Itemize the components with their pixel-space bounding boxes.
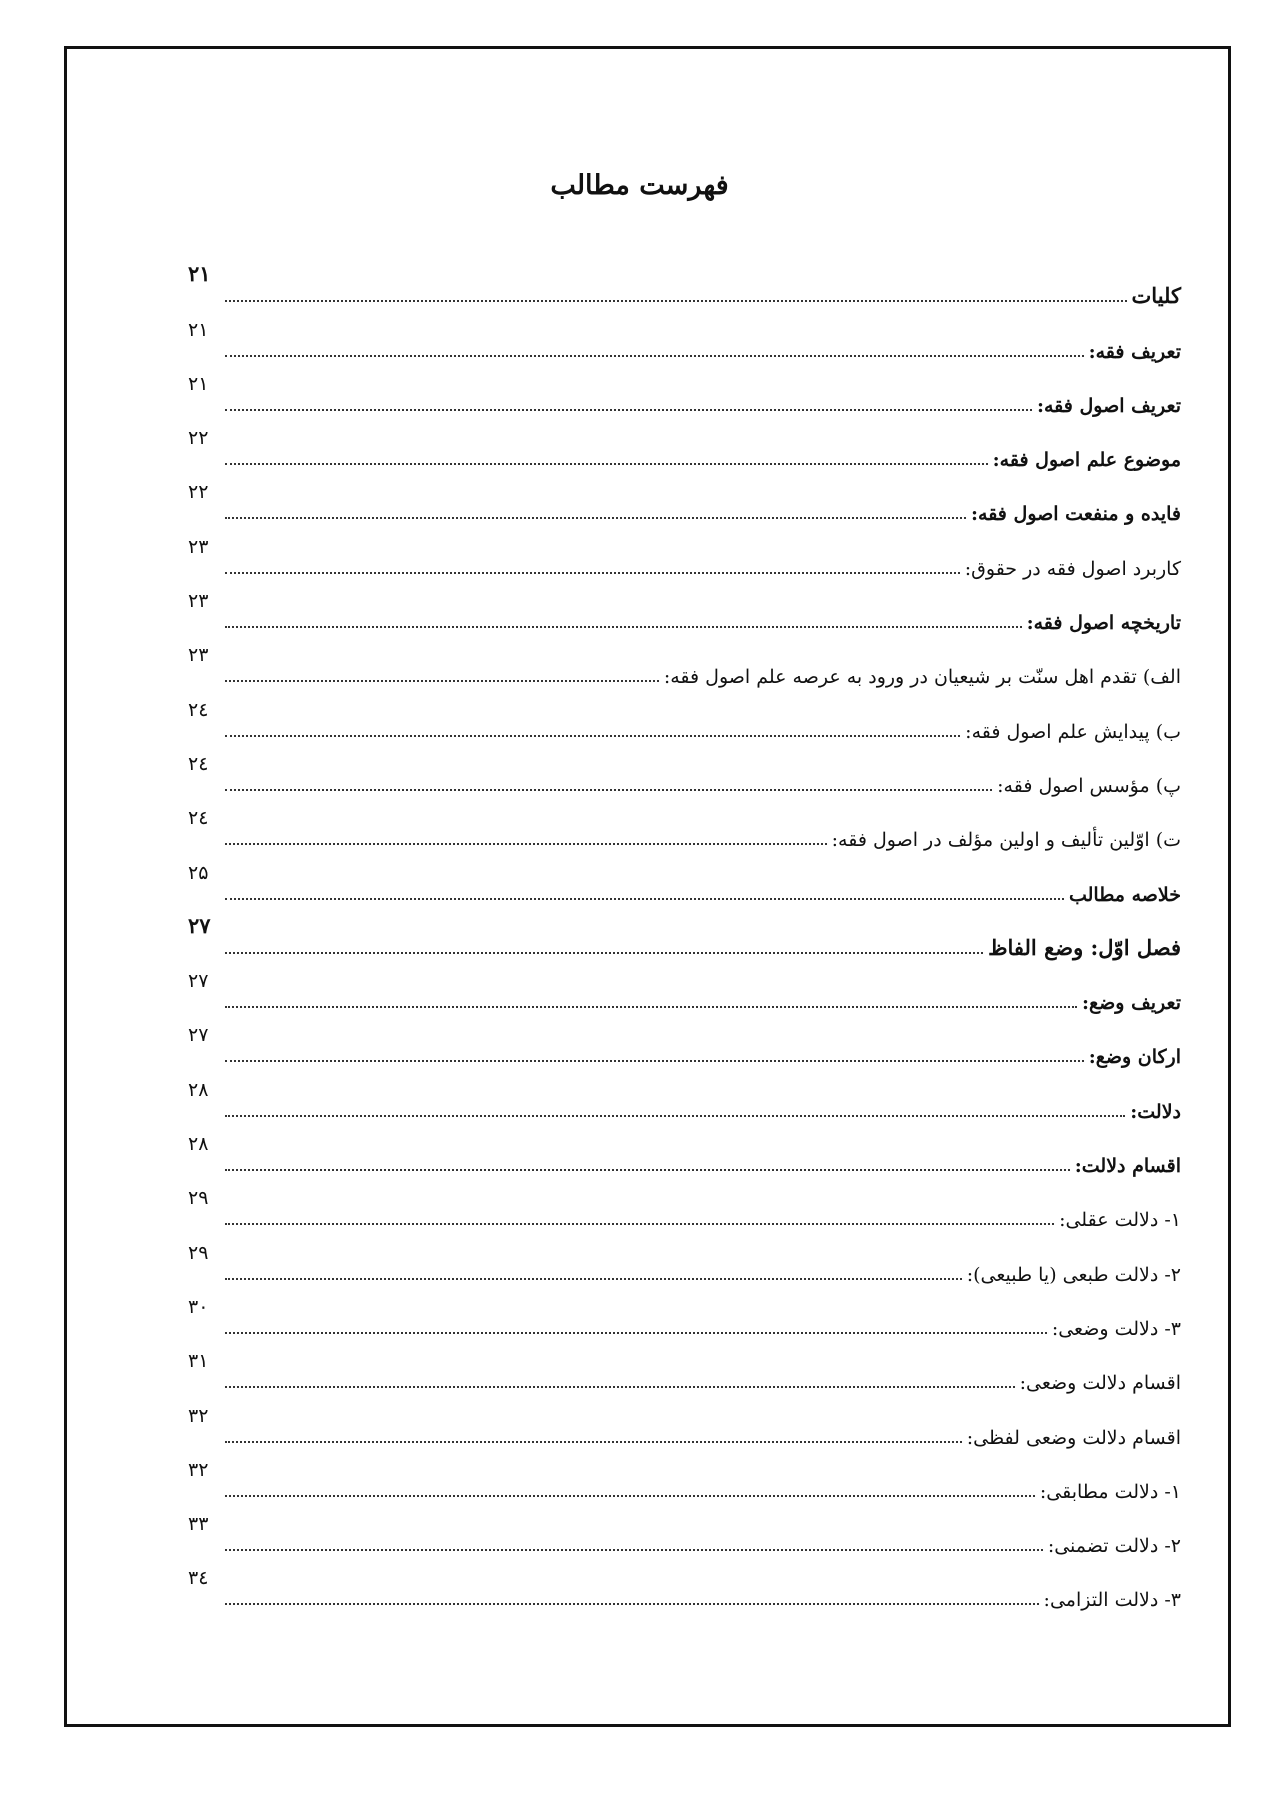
toc-entry[interactable]	[188, 1177, 1181, 1231]
toc-entry-page-number: ۲۷	[188, 1024, 209, 1047]
toc-entry[interactable]	[188, 1123, 1181, 1177]
dot-leader	[225, 1006, 1077, 1008]
toc-entry-page-number: ۳۱	[188, 1350, 209, 1373]
dot-leader	[225, 572, 960, 574]
toc-entry-page-number: ۲٤	[188, 752, 209, 775]
toc-entry-page-number: ۲۷	[188, 970, 209, 993]
toc-entry-label: كليات	[1131, 283, 1181, 309]
toc-entry[interactable]	[188, 1503, 1181, 1557]
toc-entry[interactable]	[188, 851, 1181, 905]
toc-entry[interactable]	[188, 1449, 1181, 1503]
toc-entry[interactable]	[188, 1068, 1181, 1122]
toc-entry-label: ۱- دلالت عقلی:	[1059, 1209, 1181, 1232]
toc-entry-page-number: ۲۲	[188, 427, 209, 450]
dot-leader	[225, 680, 659, 682]
toc-entry-page-number: ۲۳	[188, 590, 209, 613]
toc-entry[interactable]	[188, 688, 1181, 742]
dot-leader	[225, 789, 992, 791]
toc-entry[interactable]	[188, 1394, 1181, 1448]
dot-leader	[225, 409, 1032, 411]
toc-entry-label: ۳- دلالت التزامی:	[1043, 1589, 1181, 1612]
toc-entry-page-number: ۲۹	[188, 1241, 209, 1264]
toc-entry-page-number: ۲٤	[188, 698, 209, 721]
dot-leader	[225, 463, 988, 465]
toc-entry-page-number: ۲۳	[188, 644, 209, 667]
toc-entry-page-number: ۲۸	[188, 1133, 209, 1156]
toc-entry[interactable]	[188, 1286, 1181, 1340]
dot-leader	[225, 1332, 1047, 1334]
dot-leader	[225, 1603, 1039, 1605]
dot-leader	[225, 898, 1064, 900]
toc-entry[interactable]	[188, 1340, 1181, 1394]
toc-entry[interactable]	[188, 634, 1181, 688]
toc-entry-label: ت) اوّلين تأليف و اولين مؤلف در اصول فقه:	[831, 829, 1181, 852]
toc-entry-page-number: ۲۹	[188, 1187, 209, 1210]
dot-leader	[225, 1223, 1054, 1225]
dot-leader	[225, 843, 827, 845]
toc-entry-label: خلاصه مطالب	[1068, 883, 1181, 906]
toc-entry-label: ب) پيدايش علم اصول فقه:	[965, 720, 1181, 743]
toc-entry-page-number: ۳۲	[188, 1404, 209, 1427]
toc-entry-label: فايده و منفعت اصول فقه:	[971, 503, 1181, 526]
toc-entry[interactable]	[188, 906, 1181, 960]
dot-leader	[225, 1169, 1070, 1171]
toc-entry-page-number: ۳۰	[188, 1295, 209, 1318]
toc-entry-label: اركان وضع:	[1088, 1046, 1181, 1069]
toc-entry[interactable]	[188, 797, 1181, 851]
toc-entry[interactable]	[188, 308, 1181, 362]
toc-entry-page-number: ۲۵	[188, 861, 209, 884]
dot-leader	[225, 1549, 1043, 1551]
toc-entry-page-number: ۳۲	[188, 1458, 209, 1481]
toc-entry-label: موضوع علم اصول فقه:	[992, 449, 1181, 472]
toc-entry[interactable]	[188, 363, 1181, 417]
toc-entry[interactable]	[188, 580, 1181, 634]
dot-leader	[225, 1386, 1015, 1388]
toc-entry-page-number: ۲۲	[188, 481, 209, 504]
toc-entry-label: كاربرد اصول فقه در حقوق:	[964, 557, 1181, 580]
toc-entry-label: دلالت:	[1130, 1100, 1181, 1123]
toc-entry-label: ۱- دلالت مطابقی:	[1039, 1480, 1181, 1503]
toc-entry[interactable]	[188, 417, 1181, 471]
toc-entry-label: اقسام دلالت وضعی لفظی:	[966, 1426, 1181, 1449]
toc-entry[interactable]	[188, 1014, 1181, 1068]
toc-entry-label: پ) مؤسس اصول فقه:	[997, 774, 1181, 797]
toc-entry-page-number: ۳٤	[188, 1567, 209, 1590]
toc-entry[interactable]	[188, 1231, 1181, 1285]
toc-entry-label: ۲- دلالت تضمنی:	[1047, 1535, 1181, 1558]
toc-entry-page-number: ۲۱	[188, 318, 209, 341]
toc-entry[interactable]	[188, 254, 1181, 308]
toc-entry-label: ۲- دلالت طبعی (یا طبیعی):	[966, 1263, 1181, 1286]
toc-entry-page-number: ۲۸	[188, 1078, 209, 1101]
toc-entry-page-number: ۲٤	[188, 807, 209, 830]
dot-leader	[225, 1278, 962, 1280]
dot-leader	[225, 1495, 1035, 1497]
toc-entry-page-number: ۲۱	[188, 261, 211, 287]
toc-title: فهرست مطالب	[550, 170, 729, 201]
toc-entry-page-number: ۲۱	[188, 372, 209, 395]
toc-entry-page-number: ۳۳	[188, 1513, 209, 1536]
dot-leader	[225, 1060, 1084, 1062]
toc-entry-label: اقسام دلالت وضعی:	[1019, 1372, 1181, 1395]
dot-leader	[225, 626, 1022, 628]
dot-leader	[225, 517, 966, 519]
toc-entry[interactable]	[188, 525, 1181, 579]
dot-leader	[225, 952, 983, 954]
toc-entry[interactable]	[188, 471, 1181, 525]
toc-entry-label: تعريف وضع:	[1082, 992, 1181, 1015]
dot-leader	[225, 1115, 1125, 1117]
toc-entry[interactable]	[188, 960, 1181, 1014]
dot-leader	[225, 735, 960, 737]
toc-entry[interactable]	[188, 1557, 1181, 1611]
toc-entry-label: تعريف اصول فقه:	[1036, 394, 1181, 417]
dot-leader	[225, 355, 1084, 357]
toc-entry-label: تاريخچه اصول فقه:	[1026, 612, 1181, 635]
toc-entry[interactable]	[188, 743, 1181, 797]
toc-entry-label: فصل اوّل: وضع الفاظ	[988, 934, 1181, 960]
toc-entry-page-number: ۲۳	[188, 535, 209, 558]
dot-leader	[225, 300, 1127, 302]
toc-entry-label: اقسام دلالت:	[1074, 1155, 1181, 1178]
toc-entry-label: الف) تقدم اهل سنّت بر شيعيان در ورود به عرصه علم اصول فقه:	[663, 666, 1181, 689]
toc-list	[188, 254, 1181, 1611]
toc-entry-label: ۳- دلالت وضعی:	[1051, 1317, 1181, 1340]
toc-entry-page-number: ۲۷	[188, 912, 211, 938]
toc-entry-label: تعريف فقه:	[1088, 340, 1181, 363]
dot-leader	[225, 1441, 962, 1443]
